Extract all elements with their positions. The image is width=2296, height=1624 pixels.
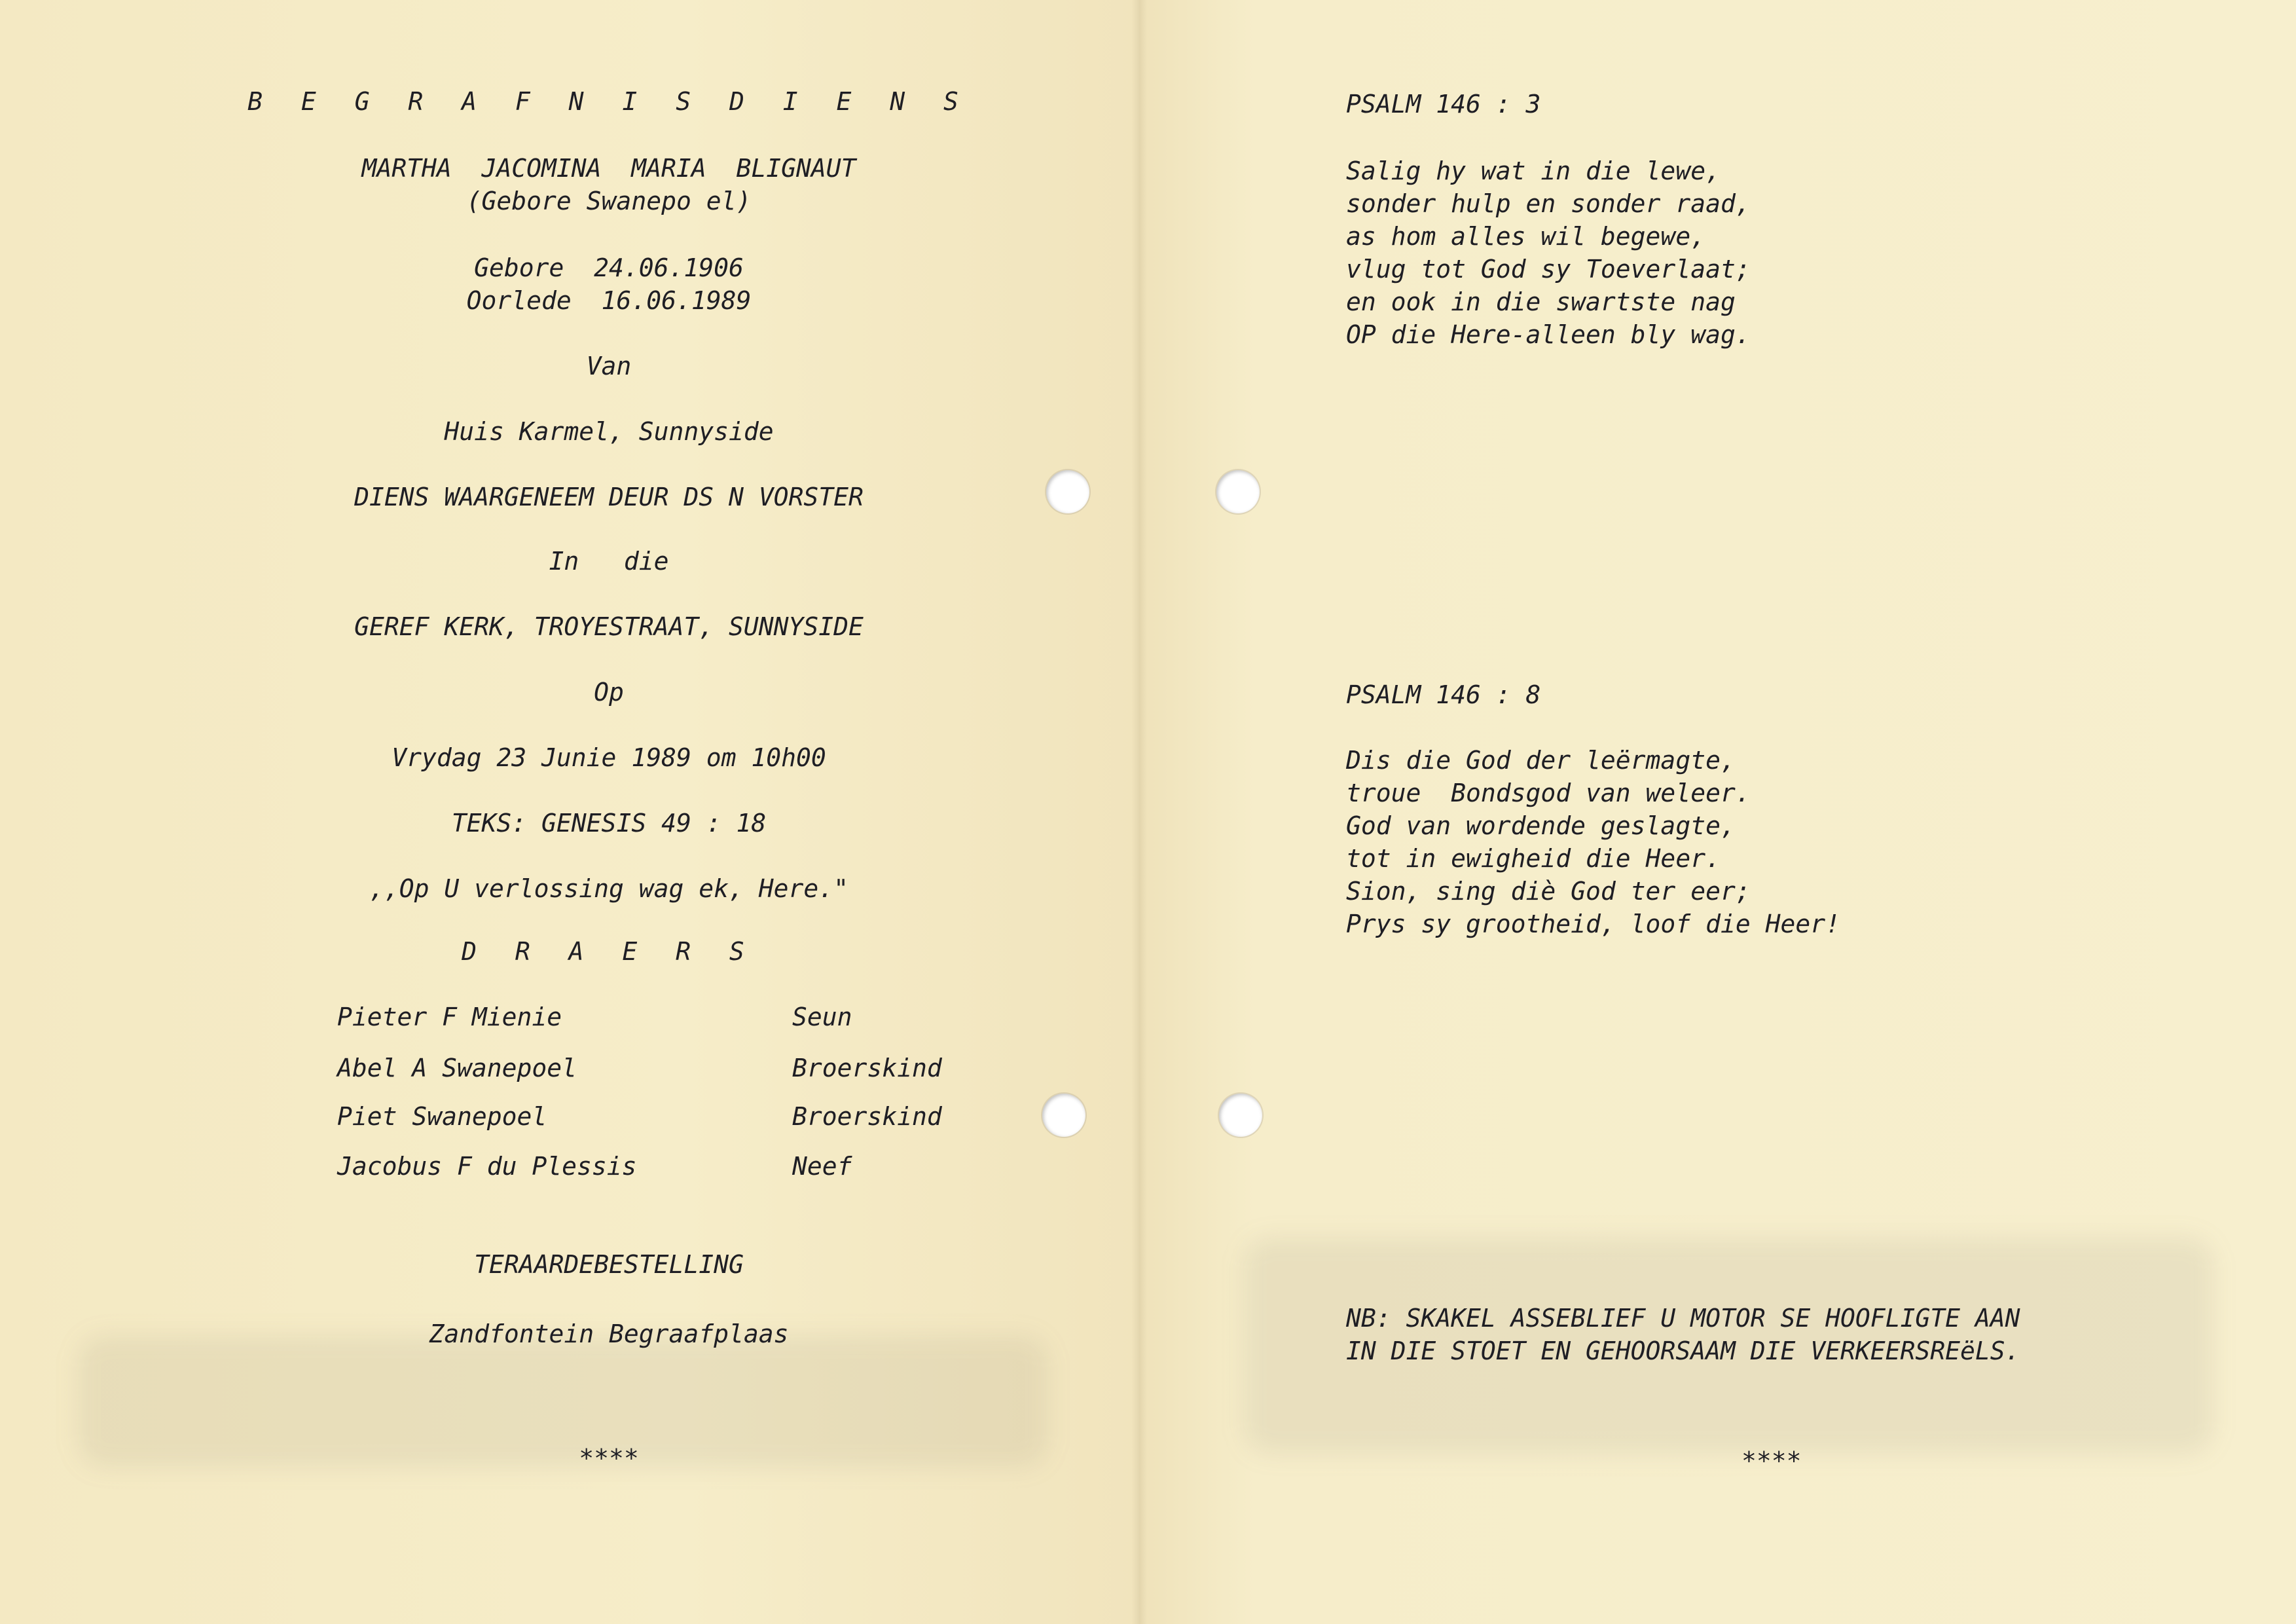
maiden-name: (Gebore Swanepo el) <box>466 187 752 215</box>
residence: Huis Karmel, Sunnyside <box>444 417 774 446</box>
verse-line: en ook in die swartste nag <box>1346 287 1736 316</box>
notice-line: IN DIE STOET EN GEHOORSAAM DIE VERKEERSREëLS. <box>1346 1337 2020 1365</box>
verse-line: tot in ewigheid die Heer. <box>1346 844 1721 873</box>
burial-heading: TERAARDEBESTELLING <box>474 1250 744 1279</box>
service-heading: B E G R A F N I S D I E N S <box>247 87 970 116</box>
notice-line: NB: SKAKEL ASSEBLIEF U MOTOR SE HOOFLIGTE AAN <box>1346 1304 2020 1333</box>
punch-hole <box>1216 470 1260 513</box>
verse-line: Dis die God der leërmagte, <box>1346 746 1736 775</box>
verse-line: OP die Here-alleen bly wag. <box>1346 320 1751 349</box>
verse-line: troue Bondsgod van weleer. <box>1346 779 1751 807</box>
bearer-relation: Broerskind <box>792 1102 942 1131</box>
punch-hole <box>1042 1094 1085 1137</box>
service-datetime: Vrydag 23 Junie 1989 om 10h00 <box>392 743 826 772</box>
psalm-verse <box>1346 744 1840 940</box>
in-die-label: In die <box>549 547 669 576</box>
op-label: Op <box>594 678 624 707</box>
bearer-name: Piet Swanepoel <box>337 1102 547 1131</box>
verse-line: sonder hulp en sonder raad, <box>1346 189 1751 218</box>
deceased-name: MARTHA JACOMINA MARIA BLIGNAUT <box>361 154 856 183</box>
bearers-heading: D R A E R S <box>462 937 756 966</box>
death-date: Oorlede 16.06.1989 <box>466 286 752 315</box>
traffic-notice <box>1346 1302 2020 1367</box>
bearer-name: Pieter F Mienie <box>337 1003 562 1031</box>
verse-line: Prys sy grootheid, loof die Heer! <box>1346 910 1840 938</box>
psalm-reference: PSALM 146 : 3 <box>1346 90 1541 119</box>
bearer-relation: Broerskind <box>792 1054 942 1082</box>
verse-line: Sion, sing diè God ter eer; <box>1346 877 1751 906</box>
verse-line: Salig hy wat in die lewe, <box>1346 157 1721 185</box>
bearer-name: Jacobus F du Plessis <box>337 1152 637 1181</box>
psalm-verse <box>1346 155 1751 351</box>
verse-line: as hom alles wil begewe, <box>1346 222 1706 251</box>
birth-date: Gebore 24.06.1906 <box>474 253 744 282</box>
church: GEREF KERK, TROYESTRAAT, SUNNYSIDE <box>354 612 864 641</box>
van-label: Van <box>586 352 632 380</box>
officiant: DIENS WAARGENEEM DEUR DS N VORSTER <box>354 483 864 511</box>
bearer-relation: Seun <box>792 1003 852 1031</box>
end-mark: **** <box>579 1444 639 1473</box>
bearer-relation: Neef <box>792 1152 852 1181</box>
psalm-reference: PSALM 146 : 8 <box>1346 680 1541 709</box>
scripture-reference: TEKS: GENESIS 49 : 18 <box>451 809 767 838</box>
verse-line: God van wordende geslagte, <box>1346 811 1736 840</box>
verse-line: vlug tot God sy Toeverlaat; <box>1346 255 1751 284</box>
end-mark: **** <box>1741 1447 1802 1475</box>
scripture-quote: ,,Op U verlossing wag ek, Here." <box>369 874 849 903</box>
punch-hole <box>1219 1094 1262 1137</box>
cemetery: Zandfontein Begraafplaas <box>429 1320 789 1348</box>
bearer-name: Abel A Swanepoel <box>337 1054 577 1082</box>
